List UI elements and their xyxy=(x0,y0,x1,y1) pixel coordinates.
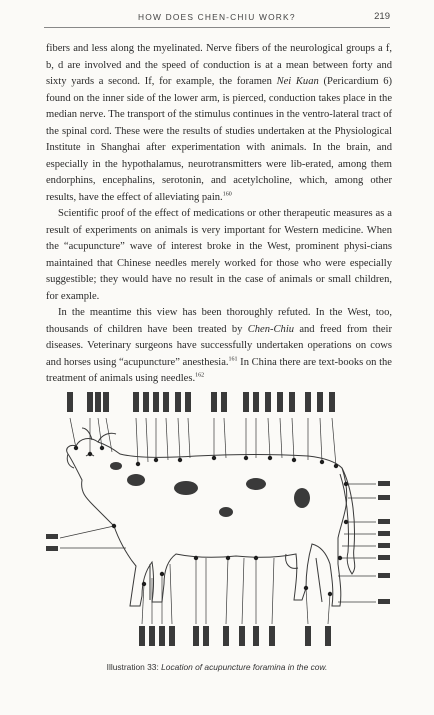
caption-text: Location of acupuncture foramina in the cow. xyxy=(161,662,328,672)
chinese-labels-bottom xyxy=(139,626,331,646)
top-leader-lines xyxy=(70,418,336,466)
chinese-labels-top xyxy=(67,392,335,412)
body-text xyxy=(46,41,392,388)
paragraph-3-text-c: In China there are text-books on the treatment of animals using needles. xyxy=(46,356,392,384)
paragraph-2: Scientific proof of the effect of medications or other therapeutic measures as a result of experiments on animals is very important for Western medicine. When the “acupuncture” wave of interest broke in the West, prominent physi-cians maintained that Chinese needles merely worked for those who were especially suggestible; they would have no result in the case of animals or small children, for example. xyxy=(46,208,392,302)
side-leader-lines xyxy=(60,484,376,602)
page-header xyxy=(44,8,390,28)
paragraph-1-text-a: fibers and less along the myelinated. Nerve fibers of the neurological groups a f, b, d are involved and the speed of conduction is at a mean between forty and sixty yards a second. If, for example, the foramen xyxy=(46,43,392,87)
footnote-ref-162[interactable]: 162 xyxy=(195,372,205,379)
caption-label: Illustration 33: xyxy=(106,662,159,672)
cow-hind-leg-inner xyxy=(316,558,322,602)
paragraph-1-emphasis: Nei Kuan xyxy=(276,76,319,87)
footnote-ref-160[interactable]: 160 xyxy=(222,190,232,197)
paragraph-3-text-b: and freed from their diseases. Veterinary surgeons have successfully undertaken operations on cows and horses using “acupuncture” anesthesia. xyxy=(46,323,392,368)
cow-drawing xyxy=(46,388,392,650)
paragraph-1 xyxy=(46,41,392,206)
running-title: HOW DOES CHEN-CHIU WORK? xyxy=(138,12,296,22)
footnote-ref-161[interactable]: 161 xyxy=(228,355,238,362)
cow-body-outline xyxy=(67,439,347,606)
header-rule xyxy=(44,27,390,28)
paragraph-3-emphasis: Chen-Chiu xyxy=(247,323,295,335)
figure-caption xyxy=(0,662,434,672)
paragraph-1-text-b: (Pericardium 6) found on the inner side of the lower arm, is pierced, conduction takes place in the median nerve. The transport of the stimulus continues in the ventro-lateral tract of the spinal cord. These were the results of studies undertaken at the Physiological Institute in Shanghai after experimentation with animals. In the brain, and especially in the hypothalamus, neurotransmitters were lib-erated, among them endorphins, encephalins, serotonin, and acetylcholine, which, among other results, have the effect of alleviating pain. xyxy=(46,76,392,203)
cow-spots xyxy=(110,462,310,517)
cow-muzzle xyxy=(67,454,74,468)
paragraph-3-text-a: In the meantime this view has been thoroughly refuted. In the West, too, thousands of children have been treated by xyxy=(46,307,392,335)
page-number: 219 xyxy=(374,11,390,22)
paragraph-3 xyxy=(46,305,392,388)
bottom-leader-lines xyxy=(142,558,330,624)
cow-acupuncture-illustration xyxy=(46,388,392,650)
